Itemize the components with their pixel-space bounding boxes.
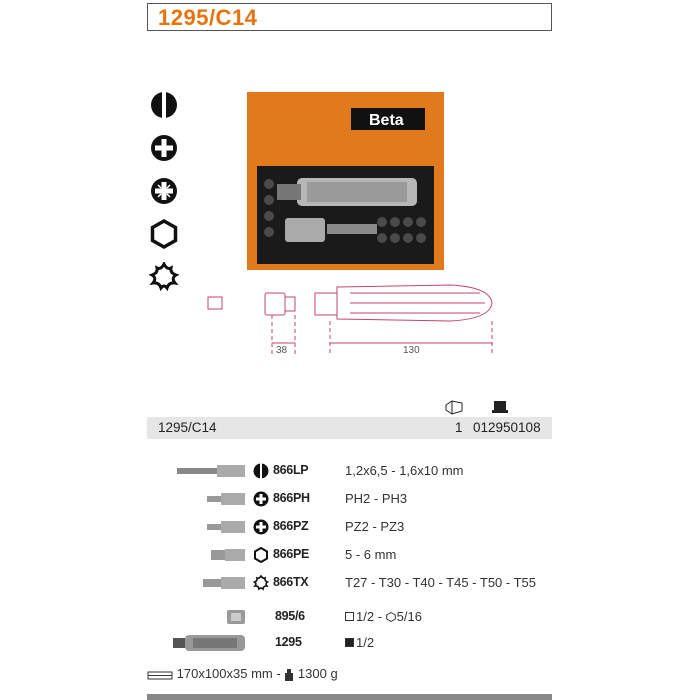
- item-ref: 866PE: [273, 547, 310, 561]
- item-desc: 1,2x6,5 - 1,6x10 mm: [345, 463, 464, 478]
- product-code: 012950108: [473, 420, 541, 435]
- hex-drive-icon: [386, 612, 396, 622]
- list-item: [147, 516, 552, 538]
- torx-icon: [149, 262, 179, 292]
- product-summary-row: [147, 417, 552, 439]
- case-dimensions: 170x100x35 mm -: [176, 666, 285, 681]
- list-item: [147, 488, 552, 510]
- hex-icon: [149, 219, 179, 249]
- bit-image: [167, 460, 247, 482]
- list-item: [147, 572, 552, 594]
- pozidriv-icon: [253, 519, 269, 535]
- driver-image: [167, 632, 247, 654]
- item-ref: 866PZ: [273, 519, 309, 533]
- case-dimensions-icon: [147, 669, 173, 681]
- bit-image: [167, 544, 247, 566]
- item-ref: 895/6: [275, 609, 305, 623]
- product-qty: 1: [455, 420, 463, 435]
- pozidriv-icon: [149, 176, 179, 206]
- display-case-icon: [492, 401, 508, 413]
- title-box: [147, 3, 552, 31]
- list-item: [147, 632, 552, 654]
- adapter-image: [167, 606, 247, 628]
- product-ref: 1295/C14: [158, 420, 217, 435]
- brand-logo: Beta: [369, 112, 404, 129]
- bottom-rule: [147, 694, 552, 700]
- list-item: [147, 460, 552, 482]
- item-ref: 866PH: [273, 491, 310, 505]
- weight-icon: [284, 669, 294, 681]
- dimension-label: 130: [403, 345, 420, 356]
- bit-image: [167, 516, 247, 538]
- footer-specs: [147, 666, 338, 681]
- dimension-label: 38: [276, 345, 288, 356]
- square-drive-icon: [345, 612, 354, 621]
- item-ref: 866TX: [273, 575, 309, 589]
- item-desc: 1/2 - 5/16: [345, 609, 422, 624]
- product-case-photo: [247, 92, 444, 270]
- slotted-icon: [253, 463, 269, 479]
- square-drive-filled-icon: [345, 638, 354, 647]
- page-title: 1295/C14: [158, 5, 258, 30]
- item-desc: PH2 - PH3: [345, 491, 408, 506]
- item-desc: 5 - 6 mm: [345, 547, 397, 562]
- item-desc: 1/2: [345, 635, 374, 650]
- bit-image: [167, 488, 247, 510]
- item-ref: 1295: [275, 635, 302, 649]
- item-desc: T27 - T30 - T40 - T45 - T50 - T55: [345, 575, 536, 590]
- torx-icon: [253, 575, 269, 591]
- package-icons: [440, 397, 520, 417]
- item-desc: PZ2 - PZ3: [345, 519, 405, 534]
- bit-image: [167, 572, 247, 594]
- box-icon: [446, 401, 462, 414]
- phillips-icon: [149, 133, 179, 163]
- dimension-drawing: [200, 275, 500, 370]
- slotted-icon: [149, 90, 179, 120]
- item-ref: 866LP: [273, 463, 309, 477]
- list-item: [147, 544, 552, 566]
- list-item: [147, 606, 552, 628]
- case-weight: 1300 g: [297, 666, 338, 681]
- hex-icon: [253, 547, 269, 563]
- phillips-icon: [253, 491, 269, 507]
